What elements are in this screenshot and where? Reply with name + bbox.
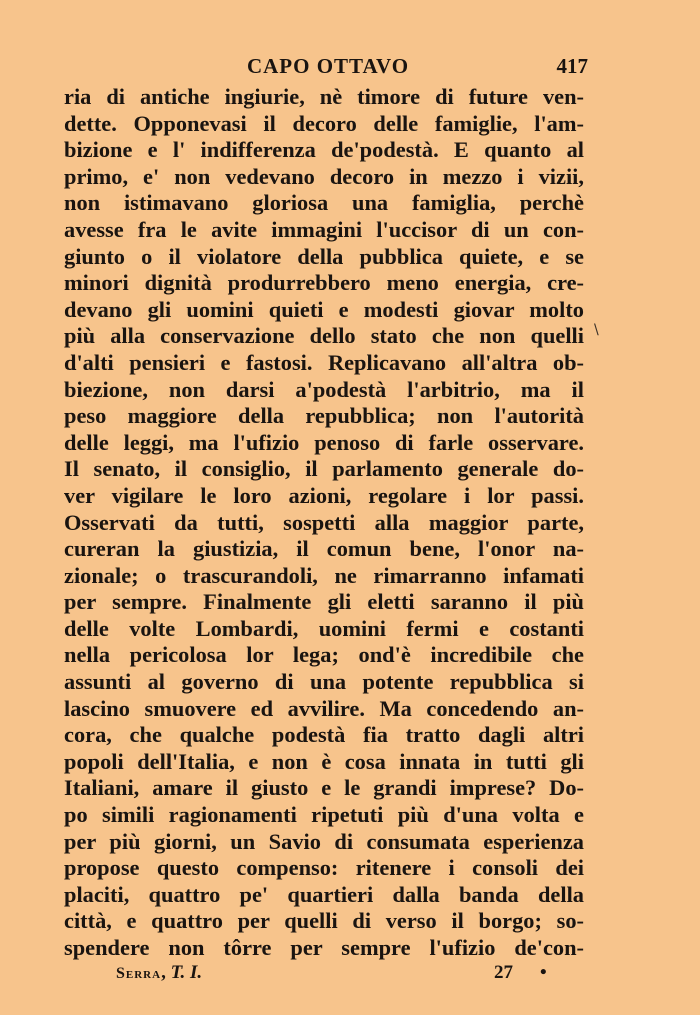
text-line: delle leggi, ma l'ufizio penoso di farle osservare.	[64, 429, 584, 455]
text-line: lascino smuovere ed avvilire. Ma concedendo an-	[64, 695, 584, 721]
footer-dot: •	[540, 962, 547, 983]
text-line: propose questo compenso: ritenere i consoli dei	[64, 855, 584, 881]
text-line: Il senato, il consiglio, il parlamento generale do-	[64, 456, 584, 482]
text-line: città, e quattro per quelli di verso il borgo; so-	[64, 908, 584, 934]
text-line: avesse fra le avite immagini l'uccisor di un con-	[64, 216, 584, 242]
text-line: po simili ragionamenti ripetuti più d'una volta e	[64, 802, 584, 828]
text-line: per più giorni, un Savio di consumata esperienza	[64, 828, 584, 854]
text-line: Italiani, amare il giusto e le grandi imprese? Do-	[64, 775, 584, 801]
text-line: minori dignità produrrebbero meno energia, cre-	[64, 270, 584, 296]
running-head	[60, 54, 596, 84]
text-line: biezione, non darsi a'podestà l'arbitrio, ma il	[64, 376, 584, 402]
text-line: assunti al governo di una potente repubblica si	[64, 669, 584, 695]
body-text	[64, 84, 584, 962]
printer-signature: Serra, T. I.	[116, 962, 203, 983]
text-line: Osservati da tutti, sospetti alla maggior parte,	[64, 509, 584, 535]
text-line: giunto o il violatore della pubblica quiete, e se	[64, 243, 584, 269]
text-line: bizione e l' indifferenza de'podestà. E quanto al	[64, 137, 584, 163]
text-line: nella pericolosa lor lega; ond'è incredibile che	[64, 642, 584, 668]
text-line: d'alti pensieri e fastosi. Replicavano all'altra ob-	[64, 349, 584, 375]
text-line: più alla conservazione dello stato che non quelli	[64, 323, 584, 349]
text-line: popoli dell'Italia, e non è cosa innata in tutti gli	[64, 748, 584, 774]
signature-name: Serra	[116, 965, 162, 982]
signature-volume: T. I.	[170, 962, 203, 983]
text-line: non istimavano gloriosa una famiglia, perchè	[64, 190, 584, 216]
text-line: zionale; o trascurandoli, ne rimarranno infamati	[64, 562, 584, 588]
text-line: delle volte Lombardi, uomini fermi e costanti	[64, 615, 584, 641]
running-title: CAPO OTTAVO	[246, 54, 410, 78]
text-line: cureran la giustizia, il comun bene, l'onor na-	[64, 536, 584, 562]
text-line: ver vigilare le loro azioni, regolare i lor passi.	[64, 482, 584, 508]
text-line: per sempre. Finalmente gli eletti saranno il più	[64, 589, 584, 615]
sheet-number: 27	[494, 962, 513, 983]
page-number: 417	[556, 54, 588, 78]
text-line: dette. Opponevasi il decoro delle famiglie, l'am-	[64, 110, 584, 136]
margin-mark: \	[594, 322, 599, 338]
text-line: peso maggiore della repubblica; non l'autorità	[64, 403, 584, 429]
text-line: spendere non tôrre per sempre l'ufizio de'con-	[64, 935, 584, 960]
text-line: cora, che qualche podestà fia tratto dagli altri	[64, 722, 584, 748]
text-line: placiti, quattro pe' quartieri dalla banda della	[64, 881, 584, 907]
page-footer	[116, 962, 576, 990]
text-line: primo, e' non vedevano decoro in mezzo i vizii,	[64, 163, 584, 189]
text-line: ria di antiche ingiurie, nè timore di future ven-	[64, 84, 584, 109]
text-line: devano gli uomini quieti e modesti giovar molto	[64, 296, 584, 322]
